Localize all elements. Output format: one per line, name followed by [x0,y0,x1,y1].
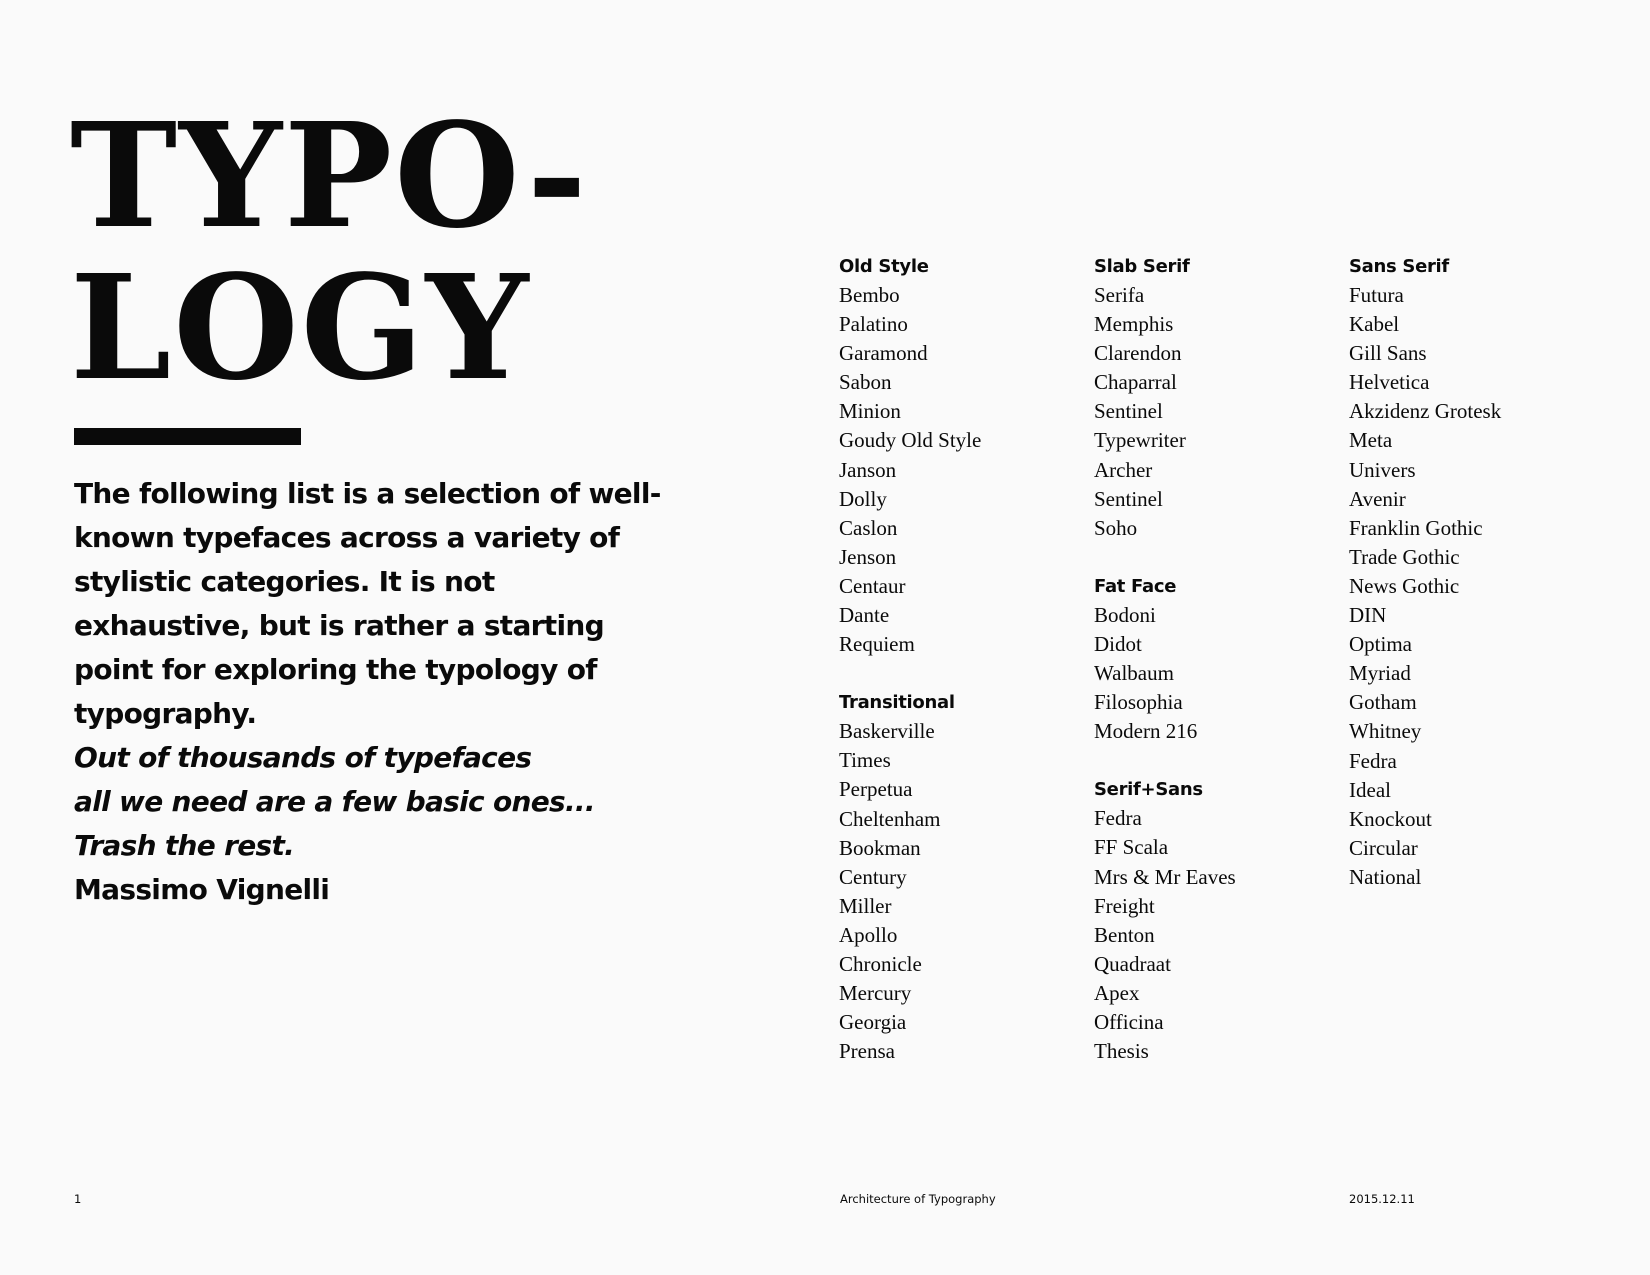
typeface-name: Sentinel [1094,399,1163,424]
typeface-name: Sentinel [1094,486,1163,511]
typeface-name: Goudy Old Style [839,428,982,453]
typeface-name: Benton [1094,922,1155,947]
typeface-name: Apex [1094,980,1140,1005]
typeface-name: Perpetua [839,777,913,802]
typeface-name: Helvetica [1349,370,1430,395]
typeface-name: Clarendon [1094,341,1182,366]
typeface-name: Century [839,864,907,889]
typeface-name: Cheltenham [839,806,941,831]
category-heading: Fat Face [1094,575,1177,597]
quote-line-2: all we need are a few basic ones... [74,785,595,818]
typeface-name: Palatino [839,312,908,337]
quote-line-1: Out of thousands of typefaces [74,741,532,774]
typeface-name: Modern 216 [1094,719,1198,744]
page-number: 1 [74,1192,82,1206]
typeface-name: Franklin Gothic [1349,515,1483,540]
typeface-group [839,252,1079,659]
typeface-name: Caslon [839,515,898,540]
typeface-name: Whitney [1349,719,1422,744]
typeface-name: Miller [839,893,892,918]
typeface-name: Janson [839,457,897,482]
category-heading: Old Style [839,256,929,277]
typeface-name: Gill Sans [1349,341,1427,366]
typeface-column-2 [1094,252,1334,1095]
typeface-list [839,717,1079,1066]
typeface-name: Bodoni [1094,602,1156,627]
typeface-group [1094,252,1334,543]
typeface-name: Minion [839,399,901,424]
typeface-name: Serifa [1094,283,1145,307]
typeface-name: Akzidenz Grotesk [1349,399,1502,424]
typeface-name: Requiem [839,632,915,657]
typeface-name: Filosophia [1094,690,1183,715]
typeface-list [1094,601,1334,746]
typeface-name: Quadraat [1094,951,1171,976]
category-heading: Sans Serif [1349,256,1449,277]
typeface-list [839,281,1079,659]
typeface-name: Chronicle [839,951,922,976]
title-rule [74,428,301,445]
typeface-name: Thesis [1094,1039,1149,1064]
typeface-name: Times [839,748,891,773]
typeface-name: Mercury [839,981,912,1006]
typeface-column-1 [839,252,1079,1095]
quote-line-3: Trash the rest. [74,829,295,862]
category-heading: Transitional [839,692,955,714]
typeface-name: Baskerville [839,719,935,744]
typeface-group [1349,252,1589,892]
typeface-name: Circular [1349,835,1418,860]
typeface-name: Officina [1094,1009,1164,1034]
typeface-group [1094,775,1334,1066]
typeface-name: Knockout [1349,806,1432,831]
title-line-2: LOGY [70,243,531,412]
typeface-name: Bookman [839,835,921,860]
typeface-list [1094,804,1334,1066]
typeface-name: Prensa [839,1039,895,1064]
typeface-name: Typewriter [1094,428,1186,453]
typeface-name: DIN [1349,603,1387,628]
typeface-name: Fedra [1094,806,1142,831]
typeface-group [1094,572,1334,746]
typeface-name: Jenson [839,544,897,569]
typeface-group [839,688,1079,1066]
page-title [70,91,589,412]
typeface-name: Kabel [1349,312,1400,337]
typeface-name: Ideal [1349,777,1391,802]
typeface-name: Mrs & Mr Eaves [1094,864,1236,889]
typeface-name: Freight [1094,893,1155,918]
typeface-name: Didot [1094,631,1142,656]
typeface-name: Garamond [839,341,928,366]
typeface-name: Dolly [839,486,887,511]
typeface-name: Bembo [839,283,900,307]
footer-date: 2015.12.11 [1349,1192,1415,1206]
typeface-name: Myriad [1349,661,1411,686]
typeface-name: News Gothic [1349,573,1460,598]
typeface-list [1094,281,1334,543]
typeface-name: Georgia [839,1010,907,1035]
typeface-name: Archer [1094,457,1153,482]
title-line-1: TYPO- [70,91,589,260]
typeface-list [1349,281,1589,892]
typeface-name: Walbaum [1094,661,1174,686]
typeface-name: Futura [1349,283,1404,307]
typeface-name: Chaparral [1094,370,1177,395]
typeface-name: Optima [1349,632,1412,657]
typeface-name: Sabon [839,370,892,395]
footer-doc-title: Architecture of Typography [840,1192,996,1206]
typeface-name: Univers [1349,457,1416,482]
typeface-name: Apollo [839,922,898,947]
intro-paragraph: The following list is a selection of well-known typefaces across a variety of stylistic categories. It is not exhaustive, but is rather a starting point for exploring the typology of typography. [74,477,661,730]
typeface-name: Avenir [1349,486,1406,511]
quote-author: Massimo Vignelli [74,873,330,906]
typeface-column-3 [1349,252,1589,921]
typeface-name: Meta [1349,428,1393,453]
category-heading: Slab Serif [1094,256,1190,277]
typeface-name: Trade Gothic [1349,544,1460,569]
typeface-name: Fedra [1349,748,1397,773]
category-heading: Serif+Sans [1094,779,1203,801]
typeface-name: FF Scala [1094,835,1169,860]
typeface-name: National [1349,864,1422,889]
typeface-name: Centaur [839,573,906,598]
typeface-name: Gotham [1349,690,1417,715]
typeface-name: Dante [839,603,890,628]
typeface-name: Soho [1094,515,1138,540]
quote-block [74,736,694,912]
typeface-name: Memphis [1094,312,1174,337]
